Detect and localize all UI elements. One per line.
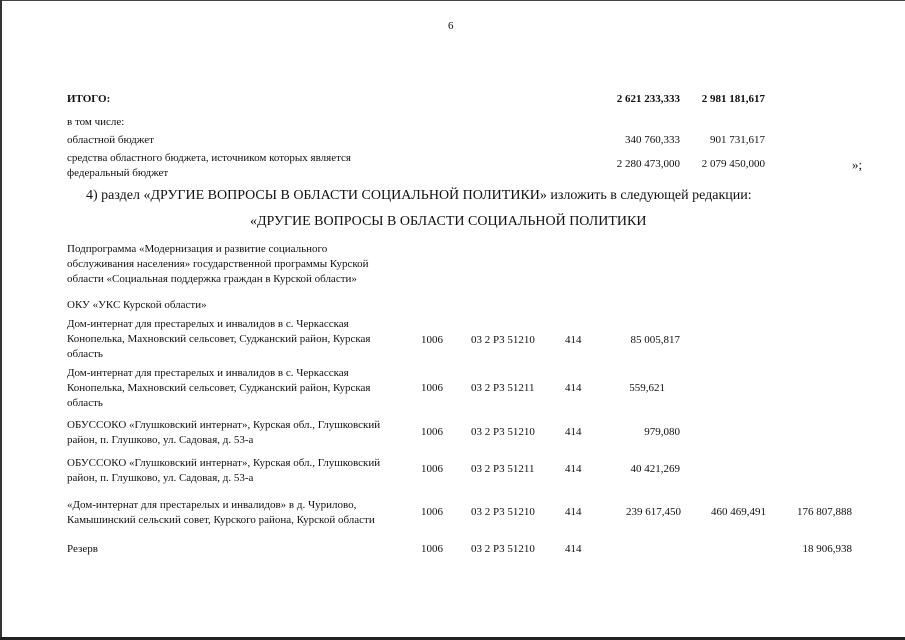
totals-value-1: 2 621 233,333 (616, 93, 680, 105)
totals-label: ИТОГО: (67, 93, 111, 105)
row-1-name-line3: область (67, 348, 103, 360)
row-1-csr: 03 2 P3 51210 (471, 334, 535, 346)
row-3-name-line2: район, п. Глушково, ул. Садовая, д. 53-а (67, 434, 254, 446)
row-6-csr: 03 2 P3 51210 (471, 543, 535, 555)
row-5-value-3: 176 807,888 (797, 506, 852, 518)
row-5-name-line1: «Дом-интернат для престарелых и инвалидов» в д. Чурилово, (67, 499, 357, 511)
row-5-vr: 414 (565, 506, 582, 518)
row-4-vr: 414 (565, 463, 582, 475)
row-6-code: 1006 (421, 543, 443, 555)
row-2-name-line2: Конопелька, Махновский сельсовет, Суджанский район, Курская (67, 382, 371, 394)
scan-edge-top (0, 0, 905, 1)
row-2-name-line3: область (67, 397, 103, 409)
row-1-name-line2: Конопелька, Махновский сельсовет, Суджанский район, Курская (67, 333, 371, 345)
row-3-csr: 03 2 P3 51210 (471, 426, 535, 438)
row-6-name: Резерв (67, 543, 98, 555)
row-6-vr: 414 (565, 543, 582, 555)
subprogram-line2: обслуживания населения» государственной программы Курской (67, 258, 369, 270)
regional-budget-value-2: 901 731,617 (710, 134, 765, 146)
instruction-text: 4) раздел «ДРУГИЕ ВОПРОСЫ В ОБЛАСТИ СОЦИАЛЬНОЙ ПОЛИТИКИ» изложить в следующей редакции: (86, 188, 752, 203)
organization-label: ОКУ «УКС Курской области» (67, 299, 207, 311)
row-4-value-1: 40 421,269 (630, 463, 680, 475)
federal-source-value-1: 2 280 473,000 (616, 158, 680, 170)
row-5-csr: 03 2 P3 51210 (471, 506, 535, 518)
row-1-code: 1006 (421, 334, 443, 346)
row-6-value-3: 18 906,938 (802, 543, 852, 555)
regional-budget-value-1: 340 760,333 (625, 134, 680, 146)
section-title: «ДРУГИЕ ВОПРОСЫ В ОБЛАСТИ СОЦИАЛЬНОЙ ПОЛИТИКИ (250, 214, 647, 229)
row-4-name-line2: район, п. Глушково, ул. Садовая, д. 53-а (67, 472, 254, 484)
row-1-name-line1: Дом-интернат для престарелых и инвалидов в с. Черкасская (67, 318, 349, 330)
scan-edge-left (0, 0, 2, 640)
row-5-name-line2: Камышинский сельский совет, Курского района, Курской области (67, 514, 375, 526)
row-4-code: 1006 (421, 463, 443, 475)
federal-source-label-line2: федеральный бюджет (67, 167, 169, 179)
totals-value-2: 2 981 181,617 (701, 93, 765, 105)
row-3-name-line1: ОБУССОКО «Глушковский интернат», Курская обл., Глушковский (67, 419, 381, 431)
federal-source-value-2: 2 079 450,000 (701, 158, 765, 170)
row-1-vr: 414 (565, 334, 582, 346)
closing-quote: »; (852, 157, 863, 172)
row-2-csr: 03 2 P3 51211 (471, 382, 535, 394)
row-5-value-1: 239 617,450 (626, 506, 681, 518)
row-2-code: 1006 (421, 382, 443, 394)
row-2-vr: 414 (565, 382, 582, 394)
row-3-value-1: 979,080 (644, 426, 680, 438)
row-5-code: 1006 (421, 506, 443, 518)
page-number: 6 (448, 20, 454, 32)
row-3-code: 1006 (421, 426, 443, 438)
federal-source-label-line1: средства областного бюджета, источником которых является (67, 152, 351, 164)
subprogram-line1: Подпрограмма «Модернизация и развитие социального (67, 243, 328, 255)
regional-budget-label: областной бюджет (67, 134, 154, 146)
row-4-name-line1: ОБУССОКО «Глушковский интернат», Курская обл., Глушковский (67, 457, 381, 469)
row-1-value-1: 85 005,817 (630, 334, 680, 346)
subprogram-line3: области «Социальная поддержка граждан в Курской области» (67, 273, 357, 285)
including-label: в том числе: (67, 116, 125, 128)
row-3-vr: 414 (565, 426, 582, 438)
row-5-value-2: 460 469,491 (711, 506, 766, 518)
row-4-csr: 03 2 P3 51211 (471, 463, 535, 475)
row-2-value-1: 559,621 (629, 382, 665, 394)
row-2-name-line1: Дом-интернат для престарелых и инвалидов в с. Черкасская (67, 367, 349, 379)
